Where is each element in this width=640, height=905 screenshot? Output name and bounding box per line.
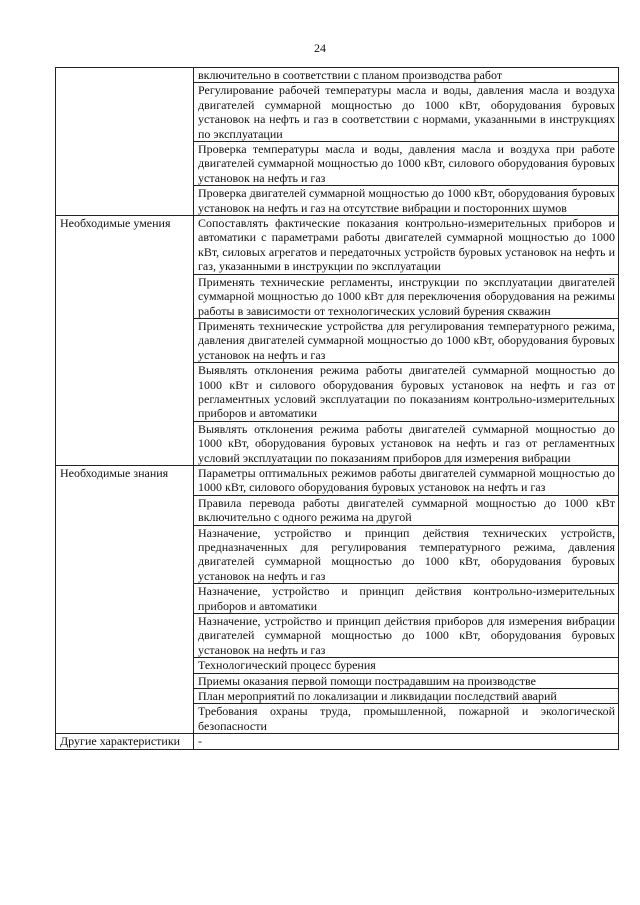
table-cell: План мероприятий по локализации и ликвидации последствий аварий	[194, 689, 619, 704]
table-cell: Выявлять отклонения режима работы двигателей суммарной мощностью до 1000 кВт, оборудования буровых установок на нефть и газ от регламентных условий эксплуатации по показаниям приборов для измерения вибрации	[194, 421, 619, 465]
table-cell: Требования охраны труда, промышленной, пожарной и экологической безопасности	[194, 704, 619, 734]
table-cell: Назначение, устройство и принцип действия контрольно-измерительных приборов и автоматики	[194, 584, 619, 614]
row-label-knowledge: Необходимые знания	[56, 465, 194, 733]
table-cell: Назначение, устройство и принцип действия технических устройств, предназначенных для регулирования температурного режима, давления двигателей суммарной мощностью до 1000 кВт, оборудования буровых установок на нефть и газ	[194, 525, 619, 584]
table-cell: Применять технические устройства для регулирования температурного режима, давления двигателей суммарной мощностью до 1000 кВт, оборудования буровых установок на нефть и газ	[194, 318, 619, 362]
table-cell: Сопоставлять фактические показания контрольно-измерительных приборов и автоматики с параметрами работы двигателей суммарной мощностью до 1000 кВт, силовых агрегатов и передаточных устройств буровых установок на нефть и газ, указанными в инструкции по эксплуатации	[194, 216, 619, 275]
table-row	[56, 216, 619, 275]
row-label-skills: Необходимые умения	[56, 216, 194, 466]
table-cell: Применять технические регламенты, инструкции по эксплуатации двигателей суммарной мощностью до 1000 кВт для переключения оборудования на режимы работы в зависимости от технологических условий бурения скважин	[194, 274, 619, 318]
table-cell: включительно в соответствии с планом производства работ	[194, 68, 619, 83]
table-row	[56, 734, 619, 749]
row-label-other: Другие характеристики	[56, 734, 194, 749]
page-number: 24	[314, 41, 326, 55]
table-cell: Выявлять отклонения режима работы двигателей суммарной мощностью до 1000 кВт и силового оборудования буровых установок на нефть и газ от регламентных условий эксплуатации по показаниям контрольно-измерительных приборов и автоматики	[194, 363, 619, 422]
table-cell: Приемы оказания первой помощи пострадавшим на производстве	[194, 673, 619, 688]
table-cell: Регулирование рабочей температуры масла и воды, давления масла и воздуха двигателей суммарной мощностью до 1000 кВт, оборудования буровых установок на нефть и газ в соответствии с нормами, указанными в инструкциях по эксплуатации	[194, 83, 619, 142]
table-cell: Правила перевода работы двигателей суммарной мощностью до 1000 кВт включительно с одного режима на другой	[194, 495, 619, 525]
table-cell: -	[194, 734, 619, 749]
table-row	[56, 465, 619, 495]
table-cell: Назначение, устройство и принцип действия приборов для измерения вибрации двигателей суммарной мощностью до 1000 кВт, оборудования буровых установок на нефть и газ	[194, 614, 619, 658]
requirements-table	[55, 67, 619, 750]
table-cell: Параметры оптимальных режимов работы двигателей суммарной мощностью до 1000 кВт, силового оборудования буровых установок на нефть и газ	[194, 465, 619, 495]
table-cell: Проверка температуры масла и воды, давления масла и воздуха при работе двигателей суммарной мощностью до 1000 кВт, силового оборудования буровых установок на нефть и газ	[194, 142, 619, 186]
table-cell: Технологический процесс бурения	[194, 658, 619, 673]
row-label-empty	[56, 68, 194, 216]
table-cell: Проверка двигателей суммарной мощностью до 1000 кВт, оборудования буровых установок на нефть и газ на отсутствие вибрации и посторонних шумов	[194, 186, 619, 216]
table-row	[56, 68, 619, 83]
